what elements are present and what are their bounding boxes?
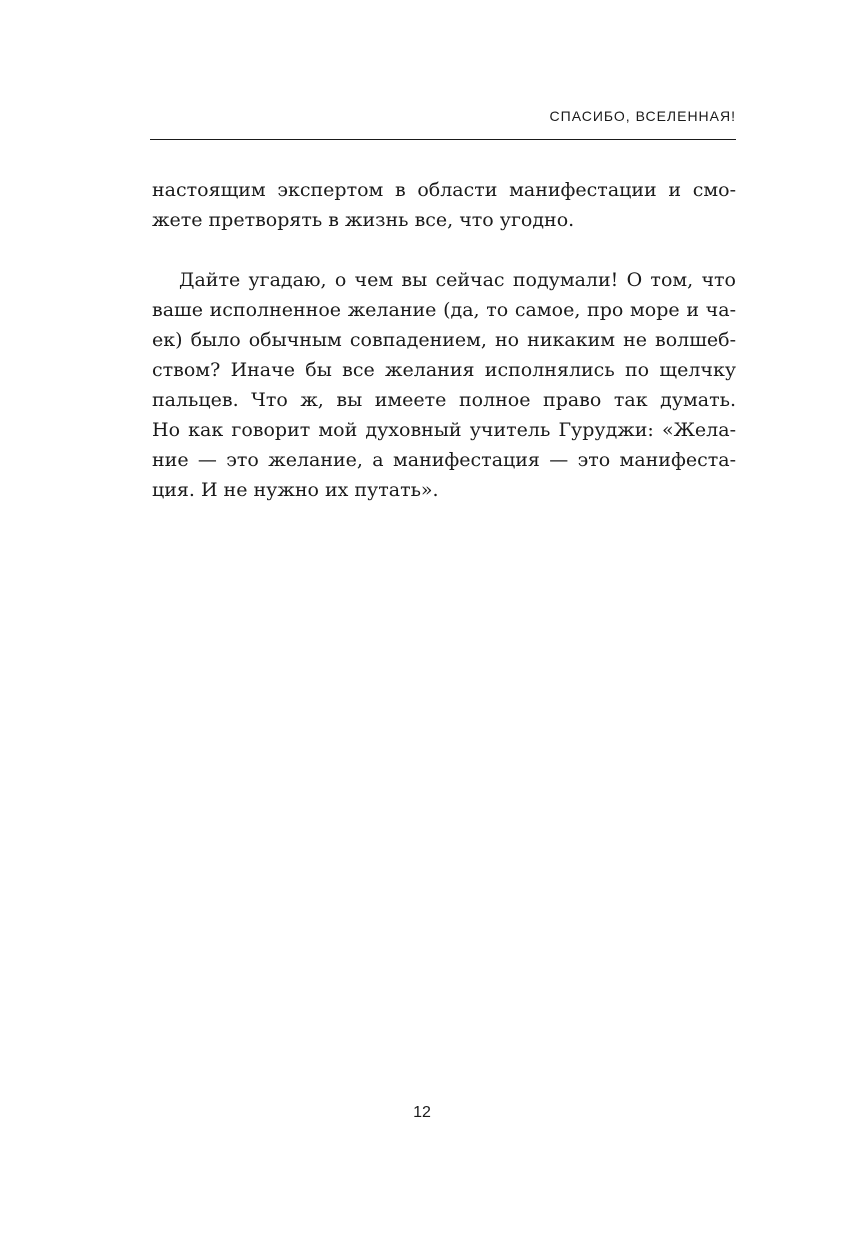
text-line: ние — это желание, а манифестация — это манифеста- [152,449,736,471]
text-line: жете претворять в жизнь все, что угодно. [152,209,575,231]
header-divider [150,139,736,140]
text-line: ек) было обычным совпадением, но никаким не волшеб- [152,329,736,351]
text-line: ваше исполненное желание (да, то самое, про море и ча- [152,299,736,321]
running-header-title: СПАСИБО, ВСЕЛЕННАЯ! [549,108,736,124]
text-line: Но как говорит мой духовный учитель Гуруджи: «Жела- [152,419,736,441]
page-number: 12 [413,1104,431,1121]
text-line: пальцев. Что ж, вы имеете полное право так думать. [152,389,736,411]
text-line: Дайте угадаю, о чем вы сейчас подумали! О том, что [179,269,736,291]
text-line: ством? Иначе бы все желания исполнялись по щелчку [152,359,736,381]
text-line: ция. И не нужно их путать». [152,479,439,501]
paragraph-2 [152,265,736,505]
text-line: настоящим экспертом в области манифестации и смо- [152,179,736,201]
paragraph-1 [152,175,736,235]
